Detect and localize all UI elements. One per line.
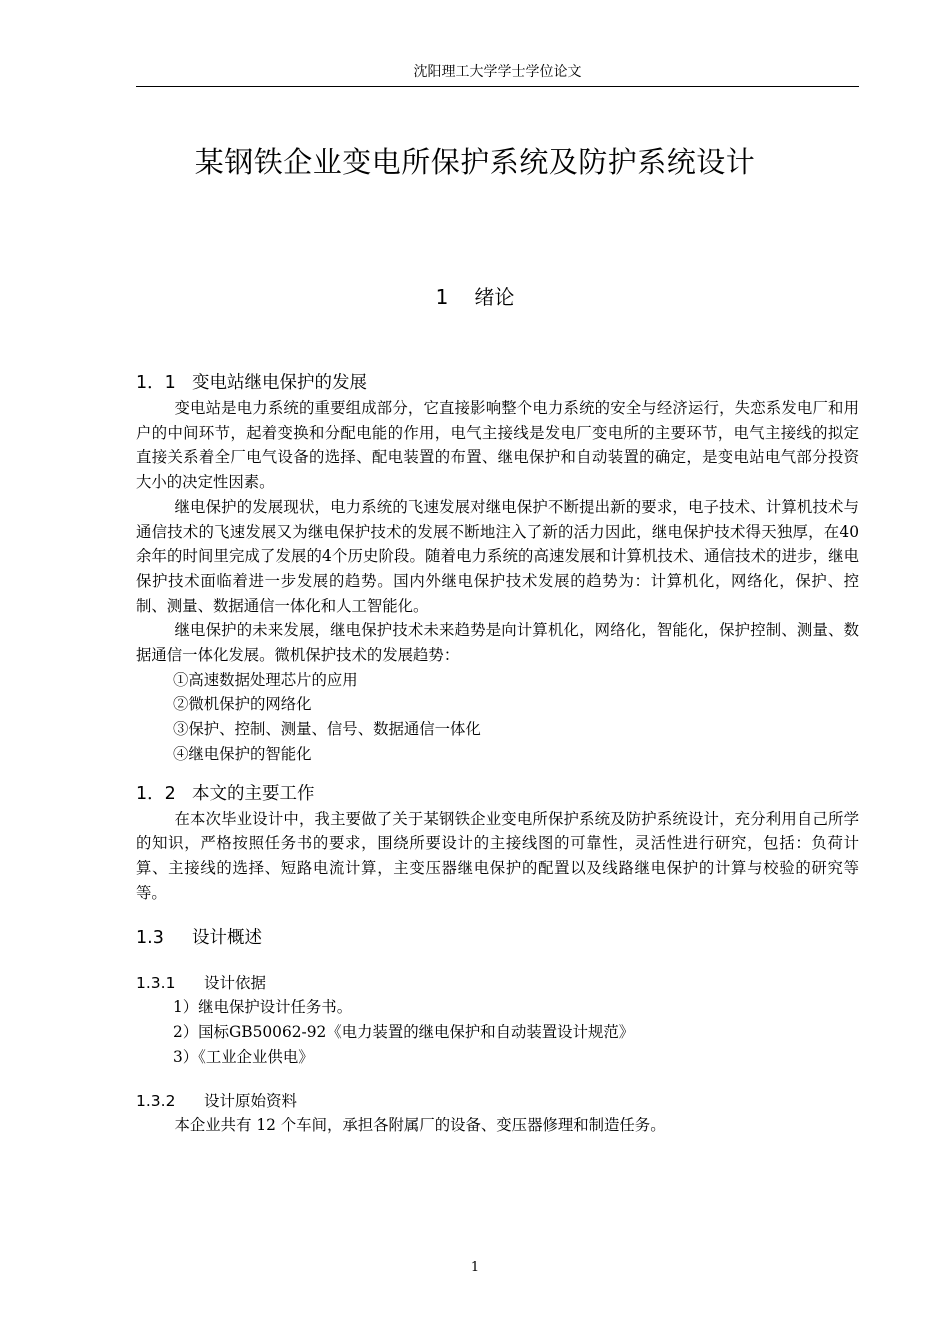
document-title: 某钢铁企业变电所保护系统及防护系统设计 [194, 145, 756, 179]
page-number: 1 [470, 1260, 480, 1275]
list-item: 2）国标GB50062-92《电力装置的继电保护和自动装置设计规范》 [173, 1023, 635, 1042]
list-item: ②微机保护的网络化 [173, 695, 312, 714]
body-content [136, 370, 859, 1138]
chapter-number: 1 [435, 285, 449, 309]
section-title: 设计概述 [192, 928, 262, 949]
list-item: 3）《工业企业供电》 [173, 1047, 314, 1066]
section-title: 本文的主要工作 [192, 783, 315, 804]
section-number: 1．2 [136, 783, 176, 804]
list-item: ④继电保护的智能化 [173, 744, 312, 763]
paragraph: 在本次毕业设计中，我主要做了关于某钢铁企业变电所保护系统及防护系统设计，充分利用自己所学的知识，严格按照任务书的要求，围绕所要设计的主接线图的可靠性，灵活性进行研究，包括：负荷计算、主接线的选择、短路电流计算，主变压器继电保护的配置以及线路继电保护的计算与校验的研究等等。 [136, 809, 859, 902]
list-item: ③保护、控制、测量、信号、数据通信一体化 [173, 720, 481, 739]
paragraph: 变电站是电力系统的重要组成部分，它直接影响整个电力系统的安全与经济运行，失恋系发电厂和用户的中间环节，起着变换和分配电能的作用，电气主接线是发电厂变电所的主要环节，电气主接线的拟定直接关系着全厂电气设备的选择、配电装置的布置、继电保护和自动装置的确定，是变电站电气部分投资大小的决定性因素。 [136, 399, 859, 492]
subsection-title: 设计原始资料 [204, 1092, 298, 1111]
chapter-heading [0, 280, 950, 314]
section-heading-1-1 [136, 370, 859, 396]
paragraph: 本企业共有 12 个车间，承担各附属厂的设备、变压器修理和制造任务。 [174, 1116, 666, 1135]
section-title: 变电站继电保护的发展 [192, 373, 367, 393]
subsection-heading-1-3-1 [136, 971, 859, 995]
paragraph: 继电保护的未来发展，继电保护技术未来趋势是向计算机化，网络化，智能化，保护控制、测量、数据通信一体化发展。微机保护技术的发展趋势： [136, 621, 859, 665]
section-number: 1.3 [136, 928, 164, 949]
list-item: 1）继电保护设计任务书。 [173, 998, 353, 1017]
subsection-number: 1.3.1 [136, 974, 176, 993]
subsection-title: 设计依据 [204, 974, 267, 993]
subsection-heading-1-3-2 [136, 1089, 859, 1113]
list-item: ①高速数据处理芯片的应用 [173, 670, 358, 689]
subsection-number: 1.3.2 [136, 1092, 176, 1111]
page-header: 沈阳理工大学学士学位论文 [136, 62, 859, 87]
section-heading-1-3 [136, 925, 859, 951]
section-heading-1-2 [136, 781, 859, 807]
section-number: 1．1 [136, 373, 176, 393]
chapter-title: 绪论 [474, 285, 515, 309]
paragraph: 继电保护的发展现状，电力系统的飞速发展对继电保护不断提出新的要求，电子技术、计算机技术与通信技术的飞速发展又为继电保护技术的发展不断地注入了新的活力因此，继电保护技术得天独厚，在40余年的时间里完成了发展的4个历史阶段。随着电力系统的高速发展和计算机技术、通信技术的进步，继电保护技术面临着进一步发展的趋势。国内外继电保护技术发展的趋势为：计算机化，网络化，保护、控制、测量、数据通信一体化和人工智能化。 [136, 497, 859, 615]
